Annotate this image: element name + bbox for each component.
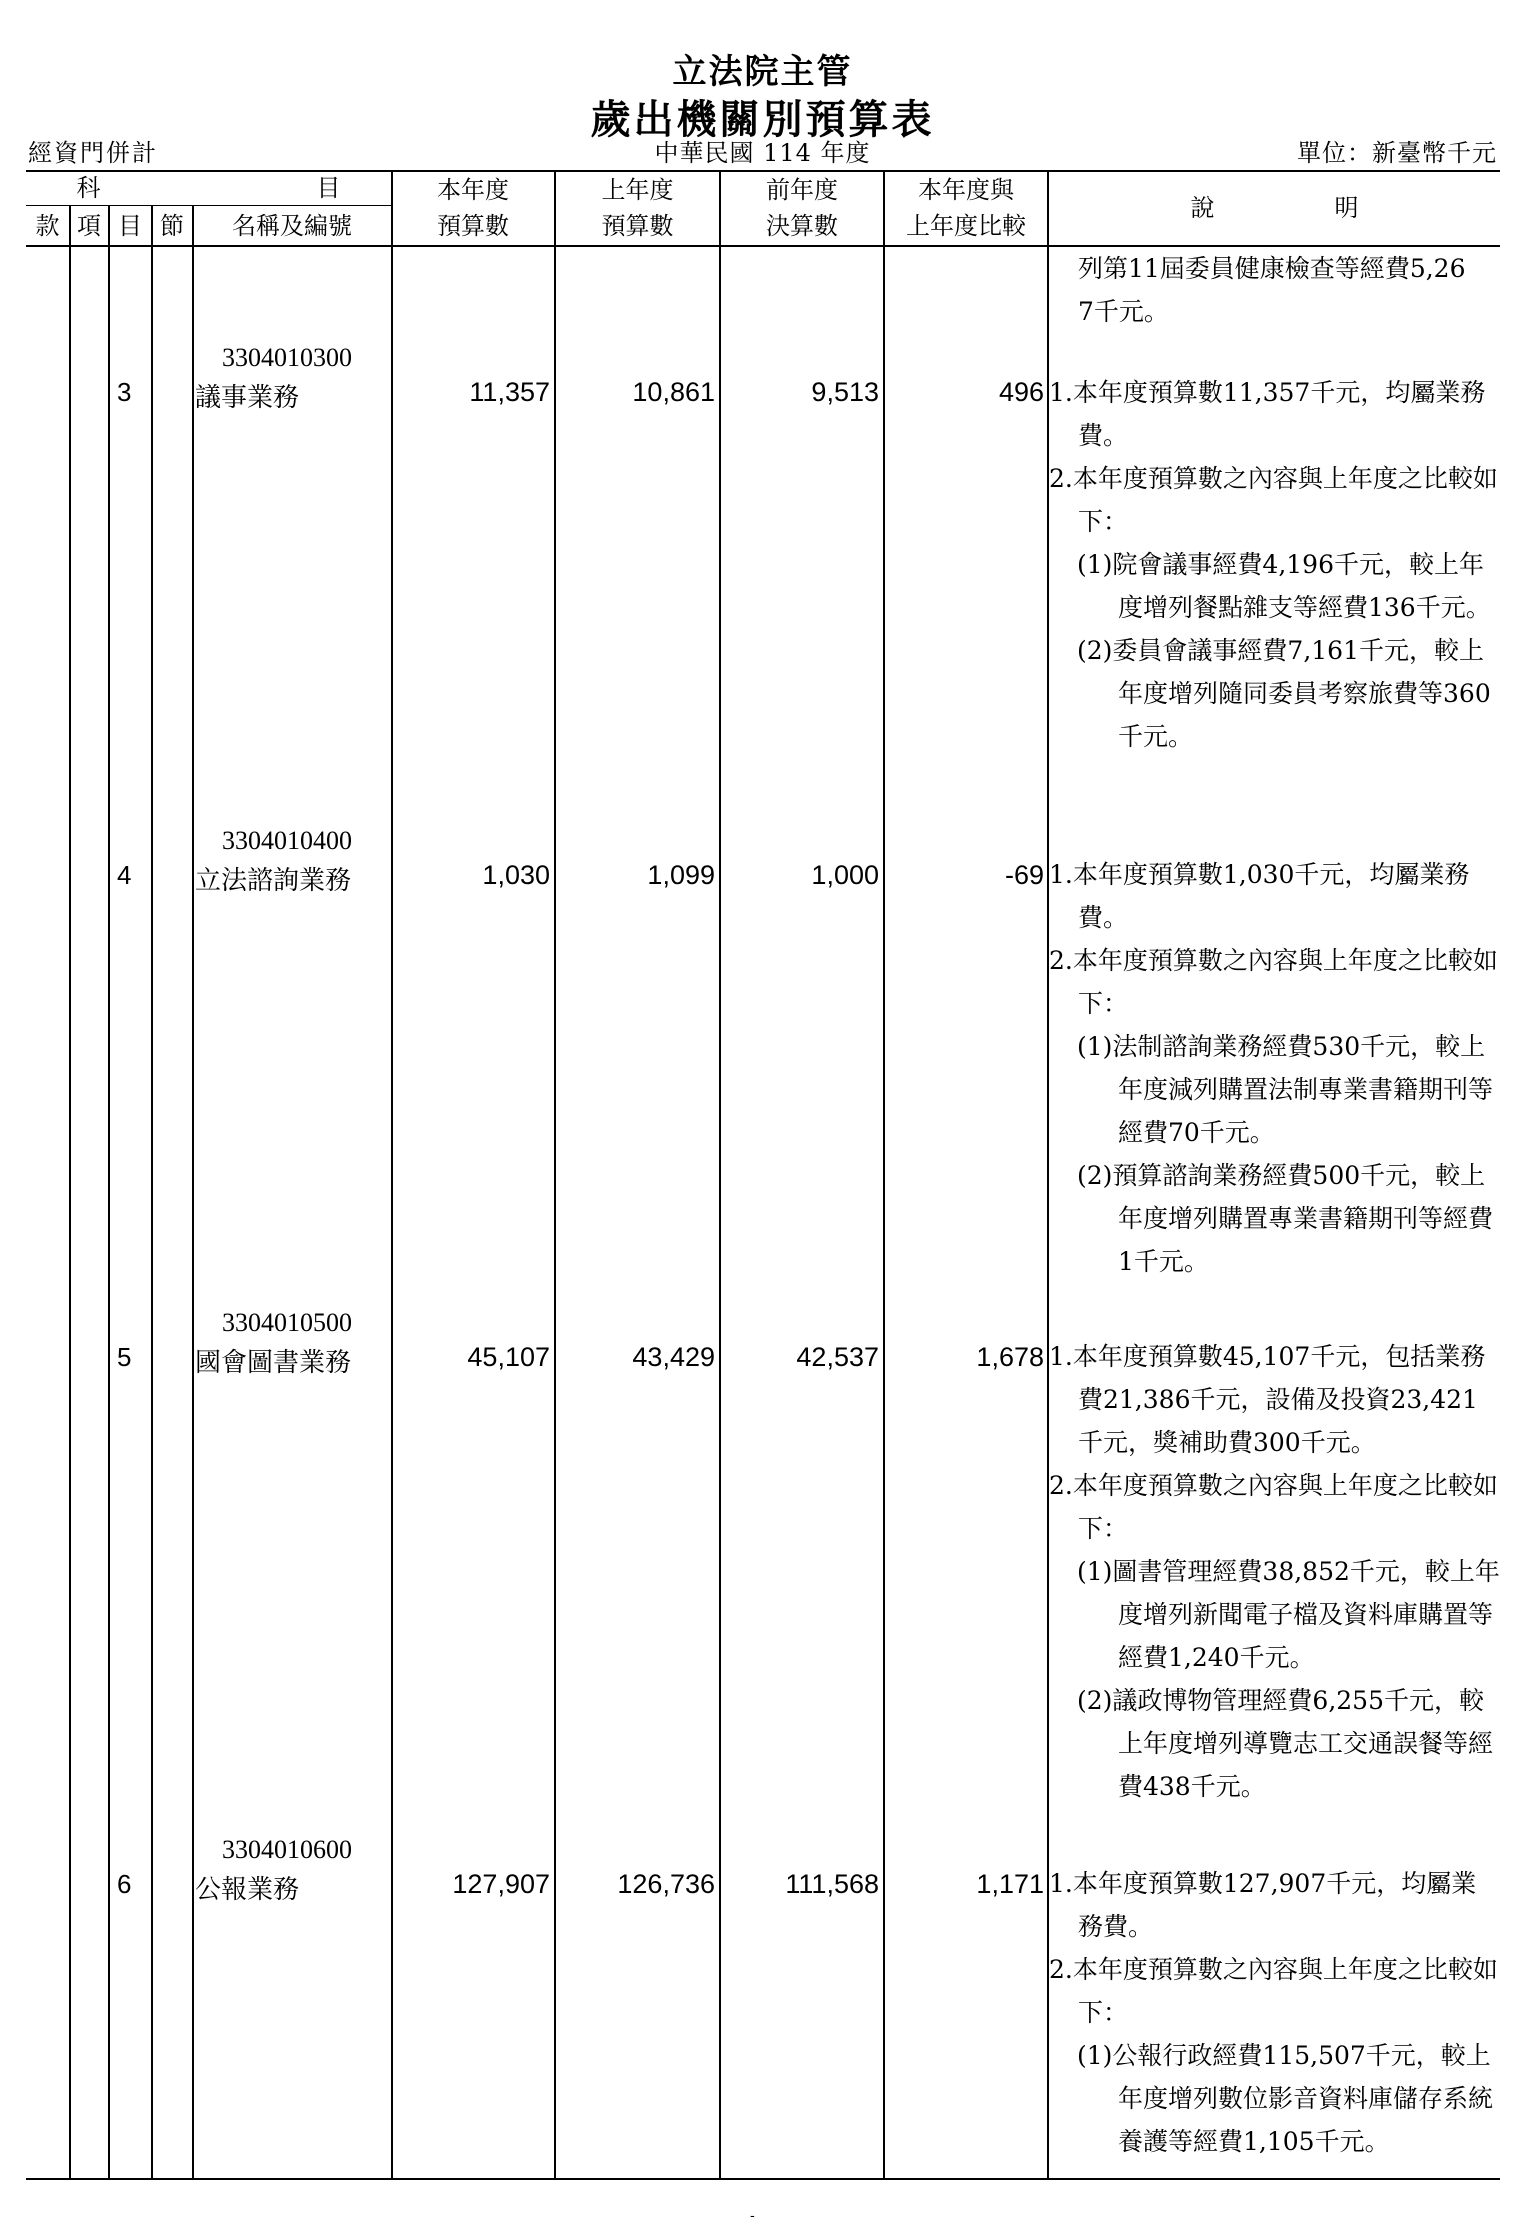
continuation-line: 7千元。 bbox=[1078, 297, 1169, 326]
description-subitem: (2)委員會議事經費7,161千元，較上年度增列隨同委員考察旅費等360千元。 bbox=[1077, 636, 1491, 751]
description-item: 1.本年度預算數127,907千元，均屬業務費。 bbox=[1049, 1869, 1477, 1941]
previous-budget-header-line2: 預算數 bbox=[601, 212, 674, 240]
description-subitem: (1)法制諮詢業務經費530千元，較上年度減列購置法制專業書籍期刊等經費70千元。 bbox=[1077, 1032, 1494, 1147]
mu-header: 目 bbox=[118, 212, 142, 240]
continuation-line: 列第11屆委員健康檢查等經費5,26 bbox=[1078, 254, 1466, 283]
description-item: 1.本年度預算數11,357千元，均屬業務費。 bbox=[1049, 378, 1486, 450]
description-continuation bbox=[1078, 247, 1503, 333]
comparison-value: -69 bbox=[1004, 860, 1044, 890]
row-description bbox=[1049, 1862, 1500, 2163]
description-subitem: (1)公報行政經費115,507千元，較上年度增列數位影音資料庫儲存系統養護等經費1,105千元。 bbox=[1077, 2041, 1494, 2156]
final-accounts-header-line2: 決算數 bbox=[766, 212, 838, 240]
name-code-header: 名稱及編號 bbox=[232, 212, 352, 240]
current-budget-value: 45,107 bbox=[467, 1342, 550, 1372]
row-description bbox=[1049, 1335, 1500, 1808]
final-accounts-header-line1: 前年度 bbox=[766, 176, 838, 204]
row-description bbox=[1049, 853, 1500, 1283]
previous-budget-value: 1,099 bbox=[647, 860, 715, 890]
mu-number: 3 bbox=[117, 377, 132, 407]
comparison-value: 1,171 bbox=[976, 1869, 1044, 1899]
description-item: 1.本年度預算數45,107千元，包括業務費21,386千元，設備及投資23,421千元，獎補助費300千元。 bbox=[1049, 1342, 1486, 1457]
page-mark: - bbox=[750, 2208, 755, 2224]
current-budget-header-line1: 本年度 bbox=[437, 176, 509, 204]
description-item: 2.本年度預算數之內容與上年度之比較如下： bbox=[1049, 946, 1498, 1018]
fund-type-label: 經資門併計 bbox=[28, 139, 158, 167]
page-title: 歲出機關別預算表 bbox=[590, 96, 935, 143]
description-item: 2.本年度預算數之內容與上年度之比較如下： bbox=[1049, 464, 1498, 536]
comparison-header-line2: 上年度比較 bbox=[906, 212, 1026, 240]
row-description bbox=[1049, 371, 1500, 758]
comparison-header-line1: 本年度與 bbox=[918, 176, 1014, 204]
comparison-value: 1,678 bbox=[976, 1342, 1044, 1372]
program-name: 國會圖書業務 bbox=[195, 1347, 352, 1377]
program-code: 3304010400 bbox=[222, 826, 352, 855]
col-line-mu bbox=[151, 206, 153, 2179]
final-accounts-value: 9,513 bbox=[811, 377, 879, 407]
table-bottom-border bbox=[26, 2178, 1500, 2180]
previous-budget-value: 43,429 bbox=[632, 1342, 715, 1372]
previous-budget-value: 126,736 bbox=[617, 1869, 715, 1899]
previous-budget-value: 10,861 bbox=[632, 377, 715, 407]
program-code: 3304010300 bbox=[222, 343, 352, 372]
current-budget-value: 127,907 bbox=[452, 1869, 550, 1899]
unit-label: 單位：新臺幣千元 bbox=[1297, 139, 1497, 167]
xiang-header: 項 bbox=[77, 212, 101, 240]
description-subitem: (1)院會議事經費4,196千元，較上年度增列餐點雜支等經費136千元。 bbox=[1077, 550, 1491, 622]
col-line-jie bbox=[192, 206, 194, 2179]
fiscal-year-label: 中華民國 114 年度 bbox=[654, 139, 871, 167]
subject-header: 科 目 bbox=[76, 174, 341, 202]
mu-number: 4 bbox=[117, 860, 132, 890]
current-budget-value: 11,357 bbox=[469, 377, 550, 407]
comparison-value: 496 bbox=[998, 377, 1044, 407]
program-code: 3304010500 bbox=[222, 1308, 352, 1337]
mu-number: 5 bbox=[117, 1342, 132, 1372]
description-subitem: (2)議政博物管理經費6,255千元，較上年度增列導覽志工交通誤餐等經費438千元。 bbox=[1077, 1686, 1494, 1801]
kuan-header: 款 bbox=[35, 212, 60, 240]
program-name: 立法諮詢業務 bbox=[195, 865, 352, 895]
final-accounts-value: 1,000 bbox=[811, 860, 879, 890]
mu-number: 6 bbox=[117, 1869, 132, 1899]
col-line-kuan bbox=[69, 206, 71, 2179]
description-subitem: (1)圖書管理經費38,852千元，較上年度增列新聞電子檔及資料庫購置等經費1,240千元。 bbox=[1077, 1557, 1500, 1672]
current-budget-header-line2: 預算數 bbox=[437, 212, 509, 240]
agency-title: 立法院主管 bbox=[672, 52, 853, 92]
description-item: 2.本年度預算數之內容與上年度之比較如下： bbox=[1049, 1471, 1498, 1543]
program-code: 3304010600 bbox=[222, 1835, 352, 1864]
description-subitem: (2)預算諮詢業務經費500千元，較上年度增列購置專業書籍期刊等經費1千元。 bbox=[1077, 1161, 1494, 1276]
description-item: 2.本年度預算數之內容與上年度之比較如下： bbox=[1049, 1955, 1498, 2027]
description-header: 說 明 bbox=[1190, 194, 1359, 222]
final-accounts-value: 42,537 bbox=[796, 1342, 879, 1372]
program-name: 公報業務 bbox=[195, 1874, 300, 1904]
jie-header: 節 bbox=[160, 212, 184, 240]
program-name: 議事業務 bbox=[195, 382, 300, 412]
description-item: 1.本年度預算數1,030千元，均屬業務費。 bbox=[1049, 860, 1470, 932]
previous-budget-header-line1: 上年度 bbox=[601, 176, 674, 204]
col-line-xiang bbox=[108, 206, 110, 2179]
final-accounts-value: 111,568 bbox=[785, 1869, 879, 1899]
current-budget-value: 1,030 bbox=[482, 860, 550, 890]
